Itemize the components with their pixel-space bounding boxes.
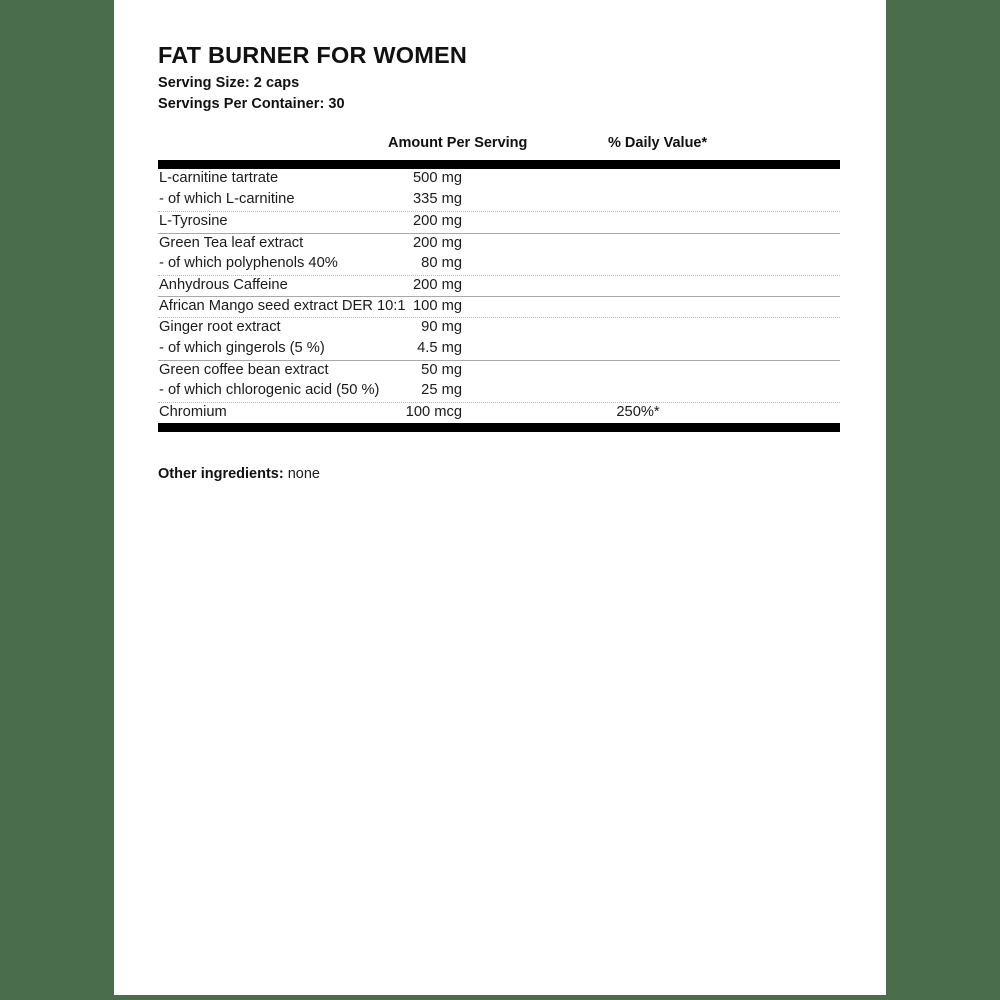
document-page bbox=[114, 0, 886, 995]
table-row bbox=[158, 275, 840, 296]
ingredient-amount: 200 mg bbox=[413, 276, 462, 293]
table-row bbox=[158, 360, 840, 381]
ingredient-name: Anhydrous Caffeine bbox=[159, 276, 288, 293]
ingredient-name: Green Tea leaf extract bbox=[159, 234, 304, 251]
table-row bbox=[158, 254, 840, 275]
ingredient-name: Ginger root extract bbox=[159, 319, 281, 336]
ingredient-name: - of which polyphenols 40% bbox=[159, 254, 338, 271]
other-ingredients bbox=[158, 466, 840, 482]
ingredient-amount: 50 mg bbox=[421, 361, 462, 378]
table-row bbox=[158, 233, 840, 254]
table-row bbox=[158, 402, 840, 423]
table-row bbox=[158, 296, 840, 317]
other-ingredients-label: Other ingredients: bbox=[158, 466, 284, 483]
table-row bbox=[158, 339, 840, 360]
ingredient-amount: 25 mg bbox=[421, 381, 462, 398]
ingredient-name: - of which L-carnitine bbox=[159, 191, 295, 208]
ingredient-daily-value: 250%* bbox=[616, 404, 660, 421]
table-row bbox=[158, 190, 840, 211]
label-content bbox=[158, 42, 840, 482]
ingredient-name: African Mango seed extract DER 10:1 bbox=[159, 298, 406, 315]
ingredient-amount: 500 mg bbox=[413, 170, 462, 187]
table-header-row bbox=[158, 135, 840, 156]
servings-per-container-line: Servings Per Container: 30 bbox=[158, 96, 345, 113]
ingredient-amount: 335 mg bbox=[413, 191, 462, 208]
ingredient-name: Chromium bbox=[159, 404, 227, 421]
ingredient-amount: 4.5 mg bbox=[417, 339, 462, 356]
page-title: FAT BURNER FOR WOMEN bbox=[158, 42, 468, 68]
table-row bbox=[158, 169, 840, 190]
ingredient-name: - of which gingerols (5 %) bbox=[159, 339, 325, 356]
table-body bbox=[158, 169, 840, 423]
ingredient-amount: 90 mg bbox=[421, 319, 462, 336]
serving-size-line: Serving Size: 2 caps bbox=[158, 75, 300, 92]
table-row bbox=[158, 211, 840, 232]
column-header-daily-value: % Daily Value* bbox=[608, 135, 708, 152]
table-top-rule bbox=[158, 160, 840, 169]
ingredient-name: L-Tyrosine bbox=[159, 213, 228, 230]
ingredient-amount: 200 mg bbox=[413, 234, 462, 251]
ingredient-amount: 100 mg bbox=[413, 298, 462, 315]
ingredient-name: - of which chlorogenic acid (50 %) bbox=[159, 381, 380, 398]
ingredient-name: Green coffee bean extract bbox=[159, 361, 329, 378]
table-row bbox=[158, 381, 840, 402]
ingredient-amount: 80 mg bbox=[421, 254, 462, 271]
table-row bbox=[158, 317, 840, 338]
ingredient-name: L-carnitine tartrate bbox=[159, 170, 279, 187]
ingredient-amount: 100 mcg bbox=[405, 404, 462, 421]
other-ingredients-value: none bbox=[287, 466, 320, 483]
ingredient-amount: 200 mg bbox=[413, 213, 462, 230]
nutrition-facts-table bbox=[158, 135, 840, 432]
table-bottom-rule bbox=[158, 423, 840, 432]
column-header-amount-per-serving: Amount Per Serving bbox=[388, 135, 528, 152]
